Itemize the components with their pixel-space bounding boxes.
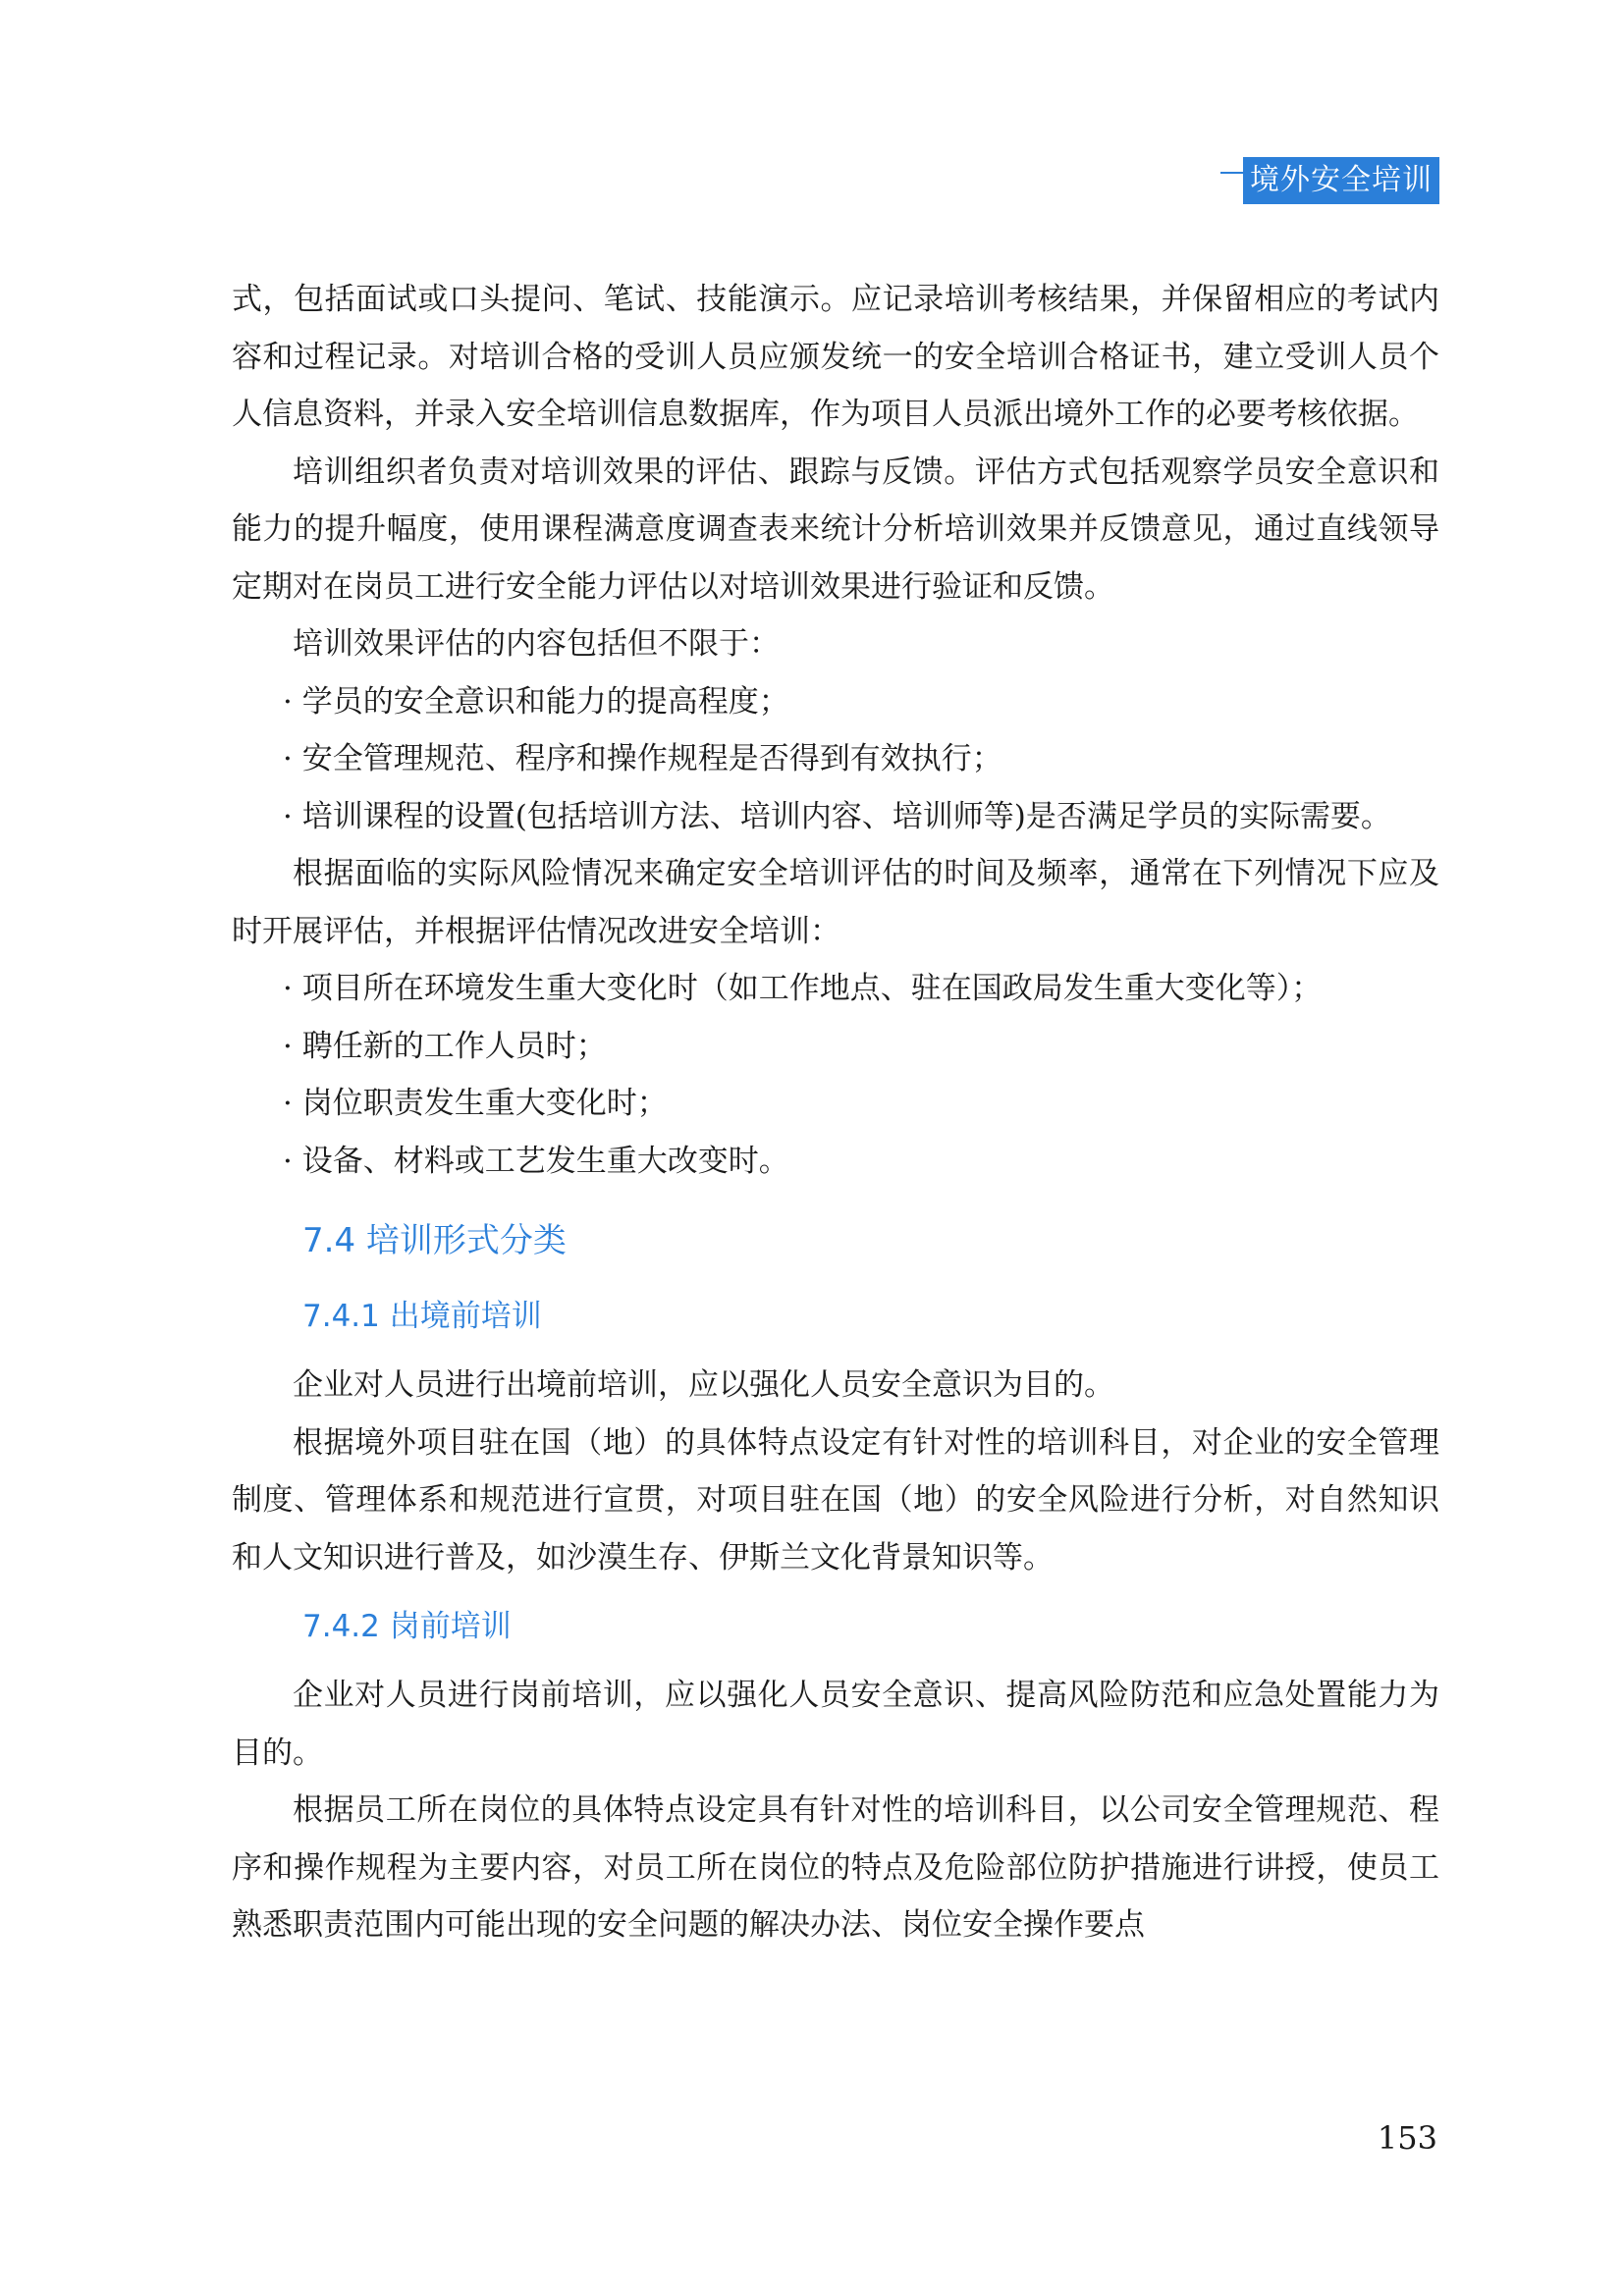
paragraph: 式，包括面试或口头提问、笔试、技能演示。应记录培训考核结果，并保留相应的考试内容和过程记录。对培训合格的受训人员应颁发统一的安全培训合格证书，建立受训人员个人信息资料，并录入安全培训信息数据库，作为项目人员派出境外工作的必要考核依据。 xyxy=(232,282,1439,432)
list-item: · 学员的安全意识和能力的提高程度； xyxy=(283,683,789,720)
paragraph: 根据境外项目驻在国（地）的具体特点设定有针对性的培训科目，对企业的安全管理制度、管理体系和规范进行宣贯，对项目驻在国（地）的安全风险进行分析，对自然知识和人文知识进行普及，如沙漠生存、伊斯兰文化背景知识等。 xyxy=(232,1424,1439,1575)
page-content xyxy=(232,271,1439,1954)
section-heading-7-4: 7.4 培训形式分类 xyxy=(302,1221,567,1260)
paragraph: 企业对人员进行出境前培训，应以强化人员安全意识为目的。 xyxy=(293,1367,1114,1403)
list-item: · 安全管理规范、程序和操作规程是否得到有效执行； xyxy=(283,741,1002,776)
section-badge: 境外安全培训 xyxy=(1243,157,1439,204)
subsection-heading-7-4-2: 7.4.2 岗前培训 xyxy=(302,1609,512,1644)
list-item: · 培训课程的设置(包括培训方法、培训内容、培训师等)是否满足学员的实际需要。 xyxy=(283,798,1391,834)
list-item: · 项目所在环境发生重大变化时（如工作地点、驻在国政局发生重大变化等）； xyxy=(283,971,1323,1006)
paragraph: 根据员工所在岗位的具体特点设定具有针对性的培训科目，以公司安全管理规范、程序和操作规程为主要内容，对员工所在岗位的特点及危险部位防护措施进行讲授，使员工熟悉职责范围内可能出现的安全问题的解决办法、岗位安全操作要点 xyxy=(232,1792,1439,1943)
paragraph: 培训效果评估的内容包括但不限于： xyxy=(293,626,780,662)
subsection-heading-7-4-1: 7.4.1 出境前培训 xyxy=(302,1299,542,1334)
page-number: 153 xyxy=(1377,2119,1437,2157)
list-item: · 设备、材料或工艺发生重大改变时。 xyxy=(283,1143,789,1179)
paragraph: 根据面临的实际风险情况来确定安全培训评估的时间及频率，通常在下列情况下应及时开展评估，并根据评估情况改进安全培训： xyxy=(232,856,1439,949)
list-item: · 聘任新的工作人员时； xyxy=(283,1028,607,1064)
paragraph: 企业对人员进行岗前培训，应以强化人员安全意识、提高风险防范和应急处置能力为目的。 xyxy=(232,1678,1439,1771)
list-item: · 岗位职责发生重大变化时； xyxy=(283,1086,668,1121)
paragraph: 培训组织者负责对培训效果的评估、跟踪与反馈。评估方式包括观察学员安全意识和能力的提升幅度，使用课程满意度调查表来统计分析培训效果并反馈意见，通过直线领导定期对在岗员工进行安全能力评估以对培训效果进行验证和反馈。 xyxy=(232,454,1439,605)
